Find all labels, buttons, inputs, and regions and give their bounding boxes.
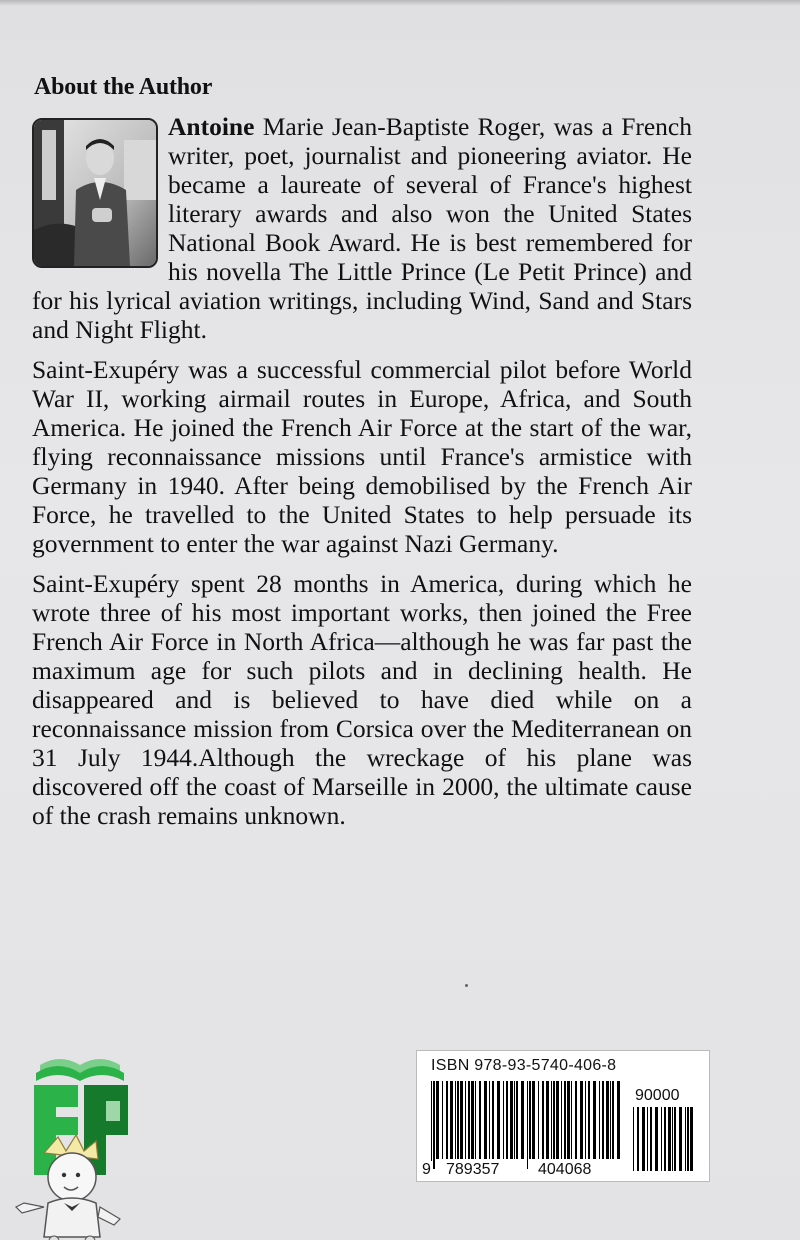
barcode-bar [687,1107,689,1171]
barcode-bar [457,1081,459,1159]
barcode-bar [650,1107,652,1171]
author-photo [32,118,158,268]
barcode-bar [685,1107,686,1171]
barcode-bar [489,1081,490,1159]
addon-barcode [631,1107,697,1171]
barcode-bar [647,1107,648,1171]
barcode-bar [617,1081,620,1159]
bio-paragraph-1 [32,112,692,344]
price-code: 90000 [635,1087,680,1104]
barcode-bar [532,1081,535,1159]
barcode-bar [612,1081,614,1159]
barcode-bar [471,1081,474,1159]
barcode-bar [484,1081,487,1159]
barcode-bar [575,1081,577,1159]
barcode-bar [690,1107,693,1171]
barcode-bar [433,1081,435,1169]
barcode-digit-group-2: 404068 [538,1161,592,1178]
publisher-logo [0,1045,160,1240]
barcode-panel [416,1050,710,1182]
barcode-bar [556,1081,559,1159]
barcode-bar [588,1081,590,1159]
barcode-bar [661,1107,662,1171]
isbn-label: ISBN 978-93-5740-406-8 [431,1057,617,1074]
barcode-bar [510,1081,513,1159]
barcode-bar [679,1107,682,1171]
bio-paragraph-2: Saint-Exupéry was a successful commercial pilot before World War II, working airmail routes in Europe, Africa, and South America. He joined the French Air Force at the start of the war, flying reconnaissance missions until France's armistice with Germany in 1940. After being demobilised by the French Air Force, he travelled to the United States to help persuade its government to enter the war against Nazi Germany. [32,355,692,558]
barcode-bar [506,1081,508,1159]
barcode-bar [521,1081,524,1159]
barcode-bar [642,1107,645,1171]
barcode-digit-first: 9 [422,1161,431,1178]
author-bio [32,112,692,841]
barcode-bar [475,1081,476,1159]
barcode-bar [553,1081,555,1159]
barcode-bar [567,1081,570,1159]
barcode-bar [460,1081,463,1159]
bio-paragraph-3: Saint-Exupéry spent 28 months in America, during which he wrote three of his most important works, then joined the Free French Air Force in North Africa—although he was far past the maximum age for such pilots and in declining health. He disappeared and is believed to have died while on a reconnaissance mission from Corsica over the Mediterranean on 31 July 1944.Although the wreckage of his plane was discovered off the coast of Marseille in 2000, the ultimate cause of the crash remains unknown. [32,569,692,830]
print-speck [465,984,468,987]
barcode-digit-group-1: 789357 [446,1161,500,1178]
barcode-bar [497,1081,500,1159]
barcode-bar [561,1081,562,1159]
barcode-bar [633,1107,634,1171]
barcode-bar [516,1081,518,1159]
barcode-bar [479,1081,481,1159]
barcode-bar [514,1081,515,1159]
bio-lead-word: Antoine [168,112,255,141]
cover-edge-shadow [0,0,800,6]
barcode-bar [637,1107,639,1171]
barcode-bar [503,1081,504,1159]
barcode-bar [599,1081,600,1159]
barcode-bar [455,1081,456,1159]
barcode-bar [527,1081,528,1169]
barcode-bar [442,1081,443,1159]
barcode-bar [610,1081,611,1159]
barcode-bar [655,1107,658,1171]
barcode-bar [674,1107,676,1171]
barcode-bar [542,1081,544,1159]
barcode-bar [450,1081,453,1159]
barcode-bar [593,1081,596,1159]
barcode-bar [668,1107,671,1171]
barcode-bar [492,1081,494,1159]
barcode-bar [551,1081,552,1159]
barcode-bar [580,1081,583,1159]
about-author-heading: About the Author [34,74,213,100]
barcode-bar [664,1107,666,1171]
barcode-bar [465,1081,466,1159]
barcode-bar [436,1081,439,1159]
barcode-bar [672,1107,673,1171]
barcode-bar [538,1081,539,1159]
barcode-bar [546,1081,549,1159]
barcode-bar [431,1081,432,1169]
bio-paragraph-1-text: Marie Jean-Baptiste Roger, was a French writer, poet, journalist and pioneering aviator. He became a laureate of several of France's highest literary awards and also won the United States National Book Award. He is best remembered for his novella The Little Prince (Le Petit Prince) and for his lyrical aviation writings, including Wind, Sand and Stars and Night Flight. [32,112,692,344]
barcode-bar [571,1081,572,1159]
ean-barcode [429,1081,625,1171]
barcode-bar [585,1081,586,1159]
barcode-bar [606,1081,609,1159]
barcode-bar [446,1081,448,1159]
barcode-bar [602,1081,604,1159]
barcode-bar [529,1081,531,1159]
barcode-bar [468,1081,470,1159]
barcode-bar [564,1081,566,1159]
